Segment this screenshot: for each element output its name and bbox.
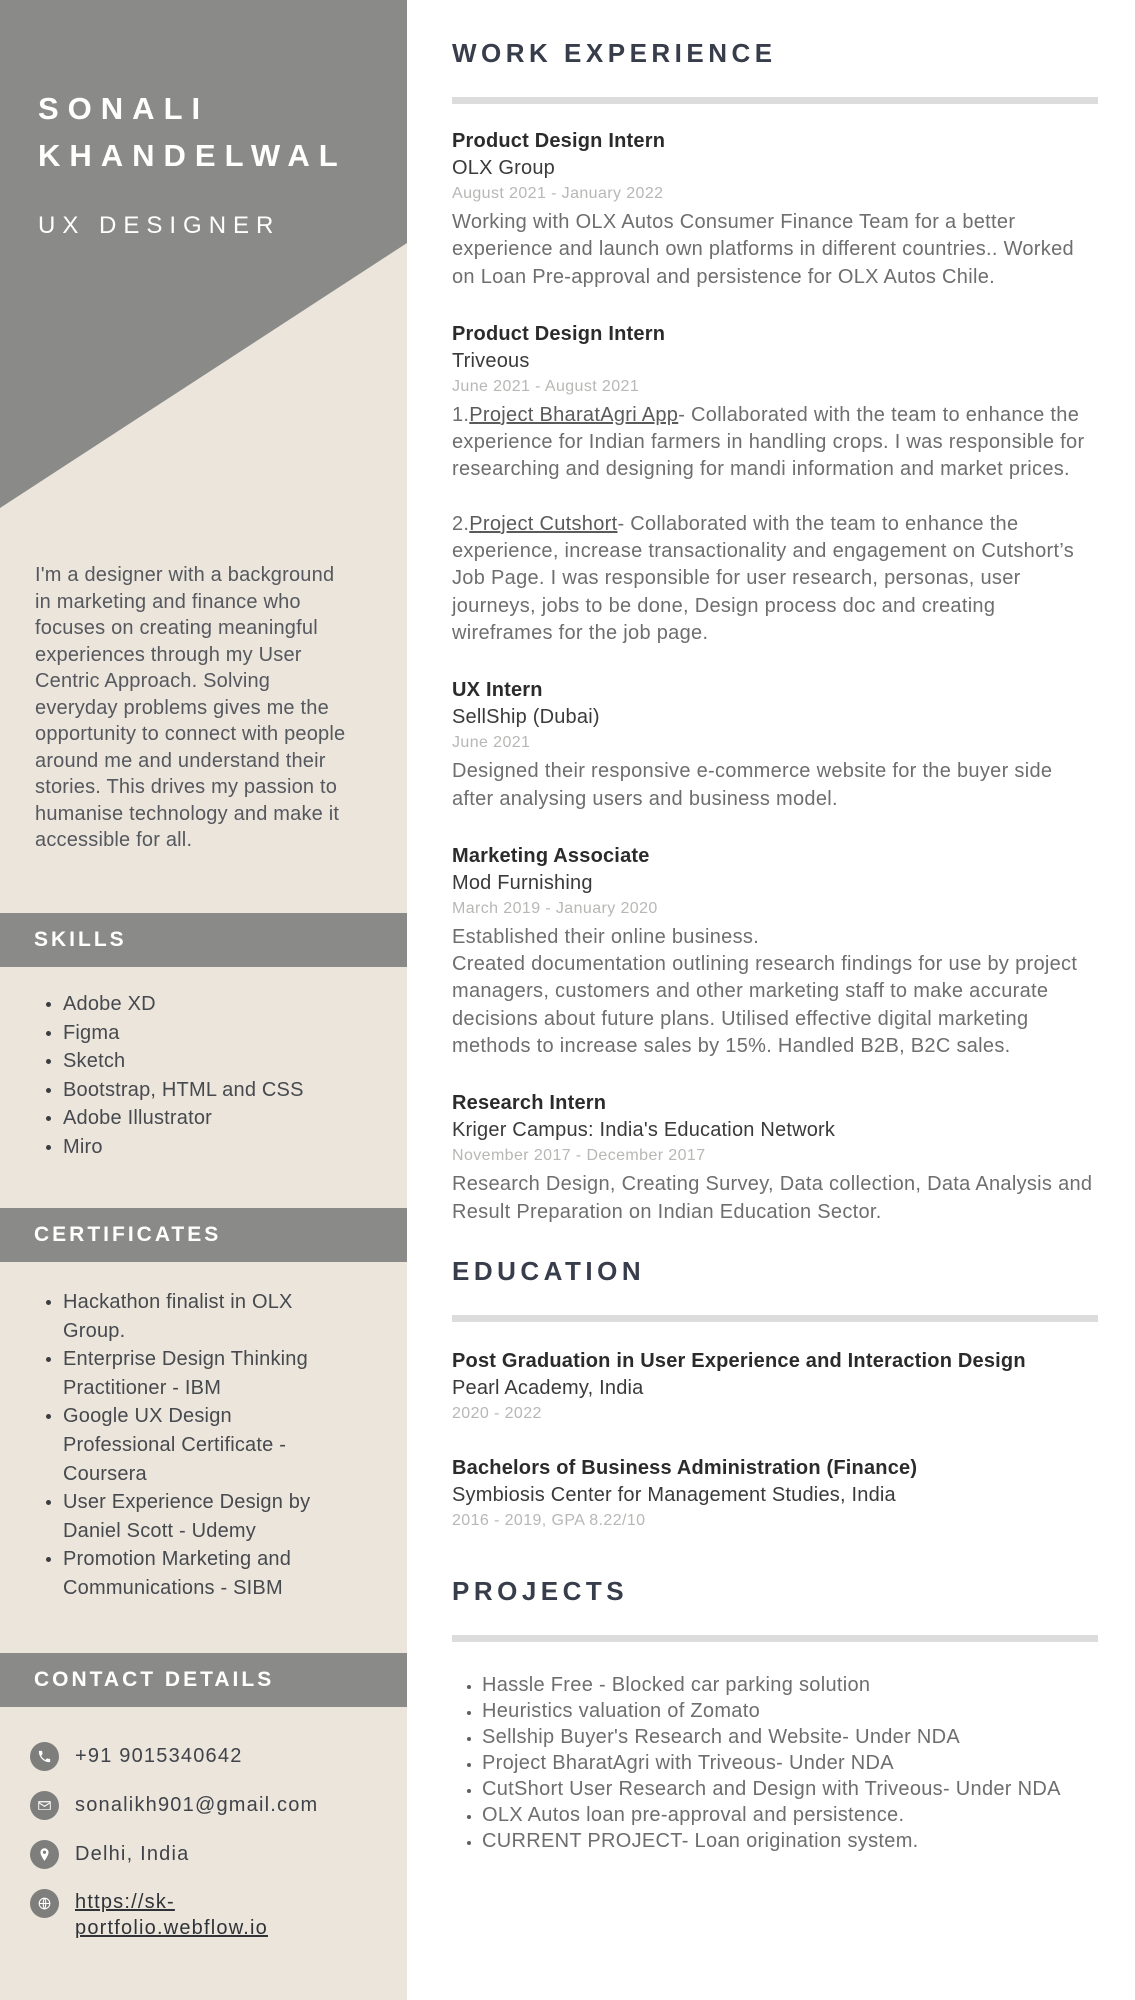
description-text: Research Design, Creating Survey, Data collection, Data Analysis and Result Preparation on Indian Education Sector. xyxy=(452,1173,1093,1223)
description-paragraph xyxy=(452,209,1098,291)
education-dates: 2016 - 2019, GPA 8.22/10 xyxy=(452,1511,646,1529)
header-wedge xyxy=(0,0,407,508)
section-divider xyxy=(452,1635,1098,1642)
contact-row xyxy=(30,1791,318,1820)
first-name: SONALI xyxy=(38,91,210,126)
section-divider xyxy=(452,97,1098,104)
description-text: - Collaborated with the team to enhance the experience for Indian farmers in handling crops. I was responsible for researching and designing for mandi information and market prices. xyxy=(452,403,1085,481)
job-title: Research Intern xyxy=(452,1092,607,1115)
certificate-item: • Hackathon finalist in OLX Group. xyxy=(63,1288,322,1345)
contact-value: +91 9015340642 xyxy=(75,1745,243,1767)
job-dates: November 2017 - December 2017 xyxy=(452,1147,706,1165)
work-entries xyxy=(452,128,1098,1226)
globe-icon xyxy=(30,1889,59,1918)
sidebar xyxy=(0,0,407,2000)
job-description xyxy=(452,1171,1098,1226)
description-paragraph xyxy=(452,402,1098,484)
work-entry xyxy=(452,843,1098,1060)
description-text: Designed their responsive e-commerce website for the buyer side after analysing users and business model. xyxy=(452,760,1053,810)
degree-title: Post Graduation in User Experience and Interaction Design xyxy=(452,1349,1026,1372)
skill-item: • Bootstrap, HTML and CSS xyxy=(63,1076,365,1105)
description-paragraph xyxy=(452,511,1098,647)
certificates-section-header xyxy=(0,1208,407,1262)
skill-item: • Adobe XD xyxy=(63,990,365,1019)
project-item: • Sellship Buyer's Research and Website- Under NDA xyxy=(482,1724,1098,1750)
certificate-item: • Google UX Design Professional Certificate - Coursera xyxy=(63,1402,322,1488)
skill-item: • Adobe Illustrator xyxy=(63,1104,365,1133)
certificate-item: • Enterprise Design Thinking Practitioner - IBM xyxy=(63,1345,322,1402)
education-entry xyxy=(452,1348,1098,1425)
company-name: Triveous xyxy=(452,349,530,372)
location-icon xyxy=(30,1840,59,1869)
school-name: Symbiosis Center for Management Studies, India xyxy=(452,1483,896,1506)
job-description xyxy=(452,924,1098,1060)
work-entry xyxy=(452,321,1098,647)
company-name: SellShip (Dubai) xyxy=(452,706,600,729)
project-item: • Project BharatAgri with Triveous- Under NDA xyxy=(482,1750,1098,1776)
role-title: UX DESIGNER xyxy=(38,212,281,239)
contact-list xyxy=(30,1742,318,1961)
project-item: • CURRENT PROJECT- Loan origination system. xyxy=(482,1828,1098,1854)
contact-row xyxy=(30,1742,318,1771)
contact-value: sonalikh901@gmail.com xyxy=(75,1794,319,1816)
skill-item: • Figma xyxy=(63,1019,365,1048)
education-dates: 2020 - 2022 xyxy=(452,1404,542,1422)
contact-value: Delhi, India xyxy=(75,1843,190,1865)
job-dates: June 2021 - August 2021 xyxy=(452,377,640,395)
project-item: • Hassle Free - Blocked car parking solution xyxy=(482,1672,1098,1698)
description-paragraph xyxy=(452,758,1098,813)
company-name: OLX Group xyxy=(452,157,555,179)
job-dates: June 2021 xyxy=(452,734,531,752)
skills-list xyxy=(35,990,365,1162)
contact-section-label: CONTACT DETAILS xyxy=(34,1668,275,1691)
work-experience-title: WORK EXPERIENCE xyxy=(452,38,777,68)
certificate-item: • User Experience Design by Daniel Scott - Udemy xyxy=(63,1488,322,1545)
description-text: Created documentation outlining research findings for use by project managers, customers and other marketing staff to make accurate decisions about future plans. Utilised effective digital marketing methods to increase sales by 15%. Handled B2B, B2C sales. xyxy=(452,953,1078,1058)
last-name: KHANDELWAL xyxy=(38,138,347,173)
email-icon xyxy=(30,1791,59,1820)
job-title: Product Design Intern xyxy=(452,130,666,152)
education-title: EDUCATION xyxy=(452,1255,646,1286)
description-text: - Collaborated with the team to enhance the experience, increase transactionality and engagement on Cutshort’s Job Page. I was responsible for user research, personas, user journeys, jobs to be done, Design process doc and creating wireframes for the job page. xyxy=(452,512,1075,644)
job-description xyxy=(452,402,1098,647)
job-title: Product Design Intern xyxy=(452,322,666,345)
description-paragraph xyxy=(452,1171,1098,1226)
description-paragraph xyxy=(452,924,1098,951)
skill-item: • Miro xyxy=(63,1133,365,1162)
work-entry xyxy=(452,1090,1098,1226)
skills-section-header xyxy=(0,913,407,967)
job-dates: August 2021 - January 2022 xyxy=(452,185,664,202)
projects-list xyxy=(452,1672,1098,1854)
contact-section-header xyxy=(0,1653,407,1707)
description-text: Established their online business. xyxy=(452,925,760,948)
contact-row xyxy=(30,1840,318,1869)
school-name: Pearl Academy, India xyxy=(452,1376,644,1399)
description-paragraph xyxy=(452,951,1098,1060)
education-entries xyxy=(452,1348,1098,1532)
project-item: • OLX Autos loan pre-approval and persistence. xyxy=(482,1802,1098,1828)
project-link-text: Project Cutshort xyxy=(469,512,618,535)
project-link-text: Project BharatAgri App xyxy=(469,403,679,426)
about-text: I'm a designer with a background in marketing and finance who focuses on creating meaningful experiences through my User Centric Approach. Solving everyday problems gives me the opportunity to connect with people around me and understand their stories. This drives my passion to humanise technology and make it accessible for all. xyxy=(35,564,346,851)
portfolio-link[interactable]: https://sk-portfolio.webflow.io xyxy=(75,1891,268,1939)
description-text: 1. xyxy=(452,403,470,426)
job-dates: March 2019 - January 2020 xyxy=(452,899,658,917)
education-entry xyxy=(452,1455,1098,1532)
projects-title: PROJECTS xyxy=(452,1575,629,1606)
certificate-item: • Promotion Marketing and Communications - SIBM xyxy=(63,1545,322,1602)
certificates-list xyxy=(35,1288,322,1603)
certificates-section-label: CERTIFICATES xyxy=(34,1223,222,1246)
contact-row xyxy=(30,1889,318,1941)
job-title: UX Intern xyxy=(452,679,543,702)
company-name: Kriger Campus: India's Education Network xyxy=(452,1119,836,1142)
person-name xyxy=(38,85,347,179)
job-title: Marketing Associate xyxy=(452,844,650,867)
project-item: • Heuristics valuation of Zomato xyxy=(482,1698,1098,1724)
main-column xyxy=(407,0,1135,1854)
job-description xyxy=(452,209,1098,291)
work-entry xyxy=(452,677,1098,813)
job-description xyxy=(452,758,1098,813)
phone-icon xyxy=(30,1742,59,1771)
description-text: 2. xyxy=(452,512,470,535)
company-name: Mod Furnishing xyxy=(452,871,593,894)
description-text: Working with OLX Autos Consumer Finance Team for a better experience and launch own platforms in different countries.. Worked on Loan Pre-approval and persistence for OLX Autos Chile. xyxy=(452,211,1074,288)
skill-item: • Sketch xyxy=(63,1047,365,1076)
skills-section-label: SKILLS xyxy=(34,928,127,951)
work-entry xyxy=(452,128,1098,291)
project-item: • CutShort User Research and Design with Triveous- Under NDA xyxy=(482,1776,1098,1802)
degree-title: Bachelors of Business Administration (Finance) xyxy=(452,1456,918,1479)
section-divider xyxy=(452,1315,1098,1322)
